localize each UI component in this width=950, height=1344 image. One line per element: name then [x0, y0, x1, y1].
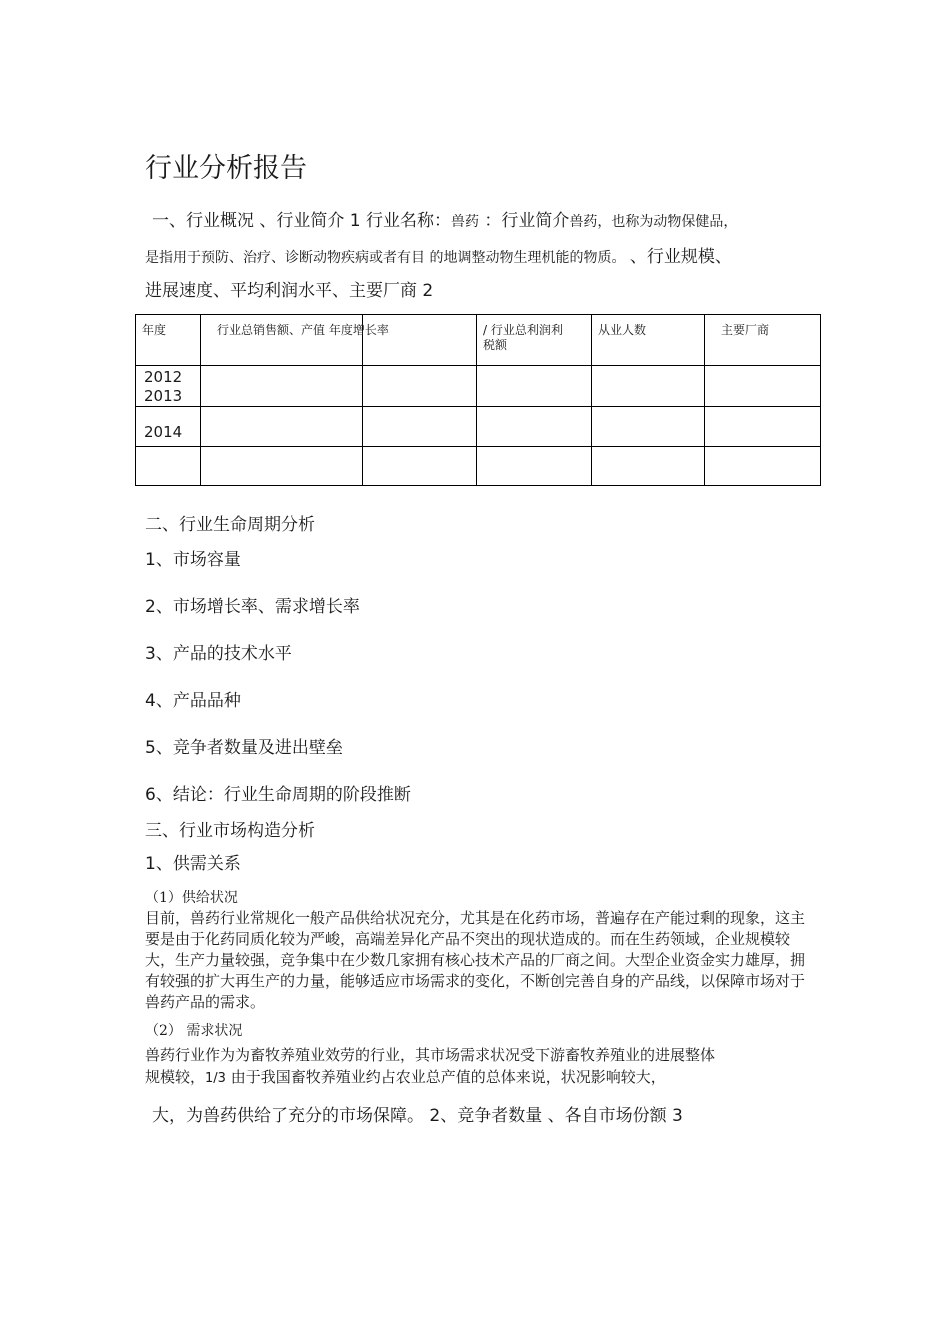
- header-employees: 从业人数: [592, 315, 705, 366]
- supply-label: （1）供给状况: [145, 890, 238, 906]
- table-cell-year: [136, 447, 201, 486]
- table-cell: [201, 407, 363, 447]
- intro-line-2: [145, 242, 732, 267]
- table-cell: [201, 366, 363, 407]
- table-cell-year: 2014: [136, 407, 201, 447]
- intro-line-1-c: ：行业简介: [479, 211, 570, 231]
- lifecycle-item: 4、产品品种: [145, 691, 241, 711]
- table-cell: [477, 366, 592, 407]
- table-cell: [592, 366, 705, 407]
- supply-paragraph: 目前，兽药行业常规化一般产品供给状况充分，尤其是在化药市场，普遍存在产能过剩的现象，这主要是由于化药同质化较为严峻，高端差异化产品不突出的现状造成的。而在生药领域，企业规模较大，生产力量较强，竞争集中在少数几家拥有核心技术产品的厂商之间。大型企业资金实力雄厚，拥有较强的扩大再生产的力量，能够适应市场需求的变化，不断创完善自身的产品线，以保障市场对于兽药产品的需求。: [145, 909, 806, 1011]
- lifecycle-item: 6、结论：行业生命周期的阶段推断: [145, 785, 411, 805]
- demand-fraction: 1/3: [205, 1071, 226, 1086]
- section-2-heading: 二、行业生命周期分析: [145, 515, 315, 535]
- demand-line-2: [145, 1066, 666, 1087]
- lifecycle-item: 2、市场增长率、需求增长率: [145, 597, 360, 617]
- lifecycle-item: 3、产品的技术水平: [145, 644, 292, 664]
- table-cell-year: 2012 2013: [136, 366, 201, 407]
- intro-line-2-a: 是指用于预防、治疗、诊断动物疾病或者有目 的地调整动物生理机能的物质。: [145, 250, 630, 266]
- intro-line-1-d: 兽药，也称为动物保健品，: [569, 214, 738, 230]
- page-title: 行业分析报告: [145, 153, 307, 184]
- table-row: [136, 447, 821, 486]
- table-cell: [705, 447, 821, 486]
- table-cell: [705, 407, 821, 447]
- lifecycle-item: 1、市场容量: [145, 550, 241, 570]
- demand-line-2-a: 规模较，: [145, 1068, 206, 1086]
- header-year: 年度: [136, 315, 201, 366]
- table-cell: [363, 366, 477, 407]
- closing-line: 大，为兽药供给了充分的市场保障。 2、竞争者数量 、各自市场份额 3: [152, 1106, 683, 1126]
- demand-label: （2） 需求状况: [145, 1023, 243, 1039]
- table-row: [136, 407, 821, 447]
- table-cell: [592, 407, 705, 447]
- demand-line-1: 兽药行业作为为畜牧养殖业效劳的行业，其市场需求状况受下游畜牧养殖业的进展整体: [145, 1046, 716, 1064]
- table-cell: [705, 366, 821, 407]
- header-sales: 行业总销售额、产值 年度增长率: [201, 315, 363, 366]
- lifecycle-item: 5、竞争者数量及进出壁垒: [145, 738, 343, 758]
- intro-line-1: [152, 206, 737, 231]
- table-cell: [201, 447, 363, 486]
- table-row: [136, 366, 821, 407]
- intro-line-2-b: 、行业规模、: [629, 247, 732, 267]
- table-cell: [477, 447, 592, 486]
- intro-line-3: 进展速度、平均利润水平、主要厂商 2: [145, 281, 434, 301]
- table-cell: [477, 407, 592, 447]
- demand-line-2-c: 由于我国畜牧养殖业约占农业总产值的总体来说，状况影响较大，: [225, 1068, 666, 1086]
- table-header-row: [136, 315, 821, 366]
- table-cell: [592, 447, 705, 486]
- table-cell: [363, 407, 477, 447]
- header-manufacturers: 主要厂商: [705, 315, 821, 366]
- industry-name: 兽药: [451, 214, 480, 230]
- section-3-heading: 三、行业市场构造分析: [145, 821, 315, 841]
- header-profit: / 行业总利润利税额: [477, 315, 592, 366]
- table-cell: [363, 447, 477, 486]
- intro-line-1-a: 一、行业概况 、行业简介 1 行业名称：: [152, 211, 452, 231]
- supply-demand-heading: 1、供需关系: [145, 854, 241, 874]
- industry-table: [135, 314, 821, 486]
